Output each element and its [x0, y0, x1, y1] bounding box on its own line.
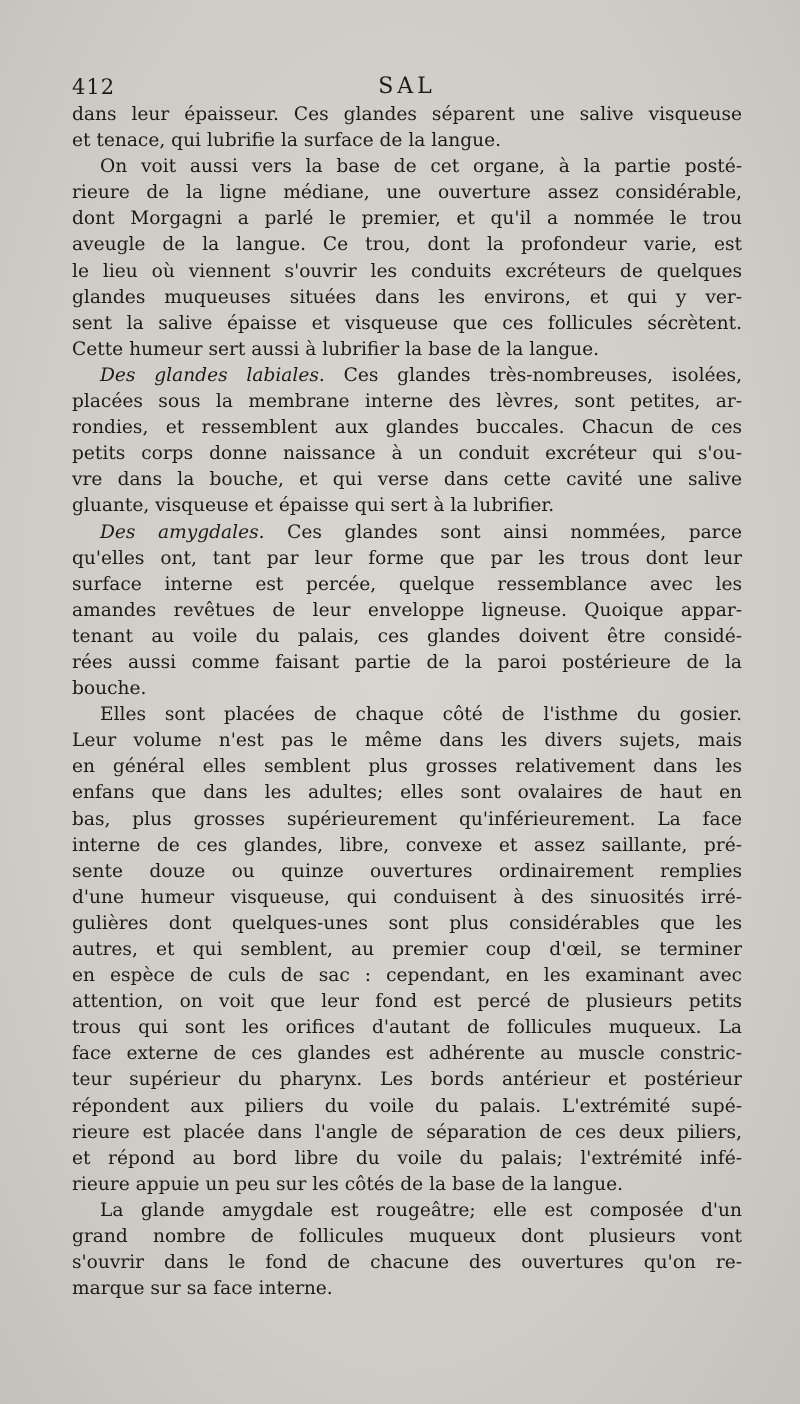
page-number: 412: [72, 75, 116, 99]
text-line-content: dont Morgagni a parlé le premier, et qu'il a nommée le trou: [72, 208, 742, 230]
text-line: [72, 1120, 742, 1146]
text-line-content: bouche.: [72, 678, 147, 700]
text-line: [72, 311, 742, 337]
text-line: [72, 1015, 742, 1041]
text-line-content: en espèce de culs de sac : cependant, en les examinant avec: [72, 965, 742, 987]
text-line-content: On voit aussi vers la base de cet organe, à la partie posté-: [100, 156, 742, 178]
text-line-content: sent la salive épaisse et visqueuse que ces follicules sécrètent.: [72, 312, 742, 334]
page-header: [72, 72, 742, 102]
text-line: [72, 598, 742, 624]
text-line: [72, 441, 742, 467]
text-line-content: attention, on voit que leur fond est percé de plusieurs petits: [72, 991, 742, 1013]
section-heading: Des amygdales.: [100, 521, 265, 543]
text-line-content: sente douze ou quinze ouvertures ordinairement remplies: [72, 860, 742, 882]
text-line: [72, 415, 742, 441]
text-line: [72, 624, 742, 650]
text-line-content: vre dans la bouche, et qui verse dans cette cavité une salive: [72, 469, 742, 491]
text-line-content: teur supérieur du pharynx. Les bords antérieur et postérieur: [72, 1069, 742, 1091]
text-line: [72, 754, 742, 780]
text-line: [72, 493, 742, 519]
text-line: [72, 650, 742, 676]
text-line: [72, 1198, 742, 1224]
text-line-content: et tenace, qui lubrifie la surface de la langue.: [72, 130, 502, 152]
text-line-content: rées aussi comme faisant partie de la paroi postérieure de la: [72, 651, 742, 673]
text-line: [72, 833, 742, 859]
text-line-content: glandes muqueuses situées dans les environs, et qui y ver-: [72, 286, 742, 308]
text-line-content: enfans que dans les adultes; elles sont ovalaires de haut en: [72, 782, 742, 804]
text-line-content: rieure est placée dans l'angle de séparation de ces deux piliers,: [72, 1121, 742, 1143]
text-line-content: et répond au bord libre du voile du palais; l'extrémité infé-: [72, 1147, 742, 1169]
text-line-content: qu'elles ont, tant par leur forme que par les trous dont leur: [72, 547, 742, 569]
text-line: [72, 546, 742, 572]
text-line-content: trous qui sont les orifices d'autant de follicules muqueux. La: [72, 1017, 742, 1039]
text-line-content: face externe de ces glandes est adhérente au muscle constric-: [72, 1043, 742, 1065]
running-head: SAL: [378, 74, 436, 99]
text-line-content: marque sur sa face interne.: [72, 1278, 333, 1300]
text-line-content: gulières dont quelques-unes sont plus considérables que les: [72, 912, 742, 934]
text-line: [72, 206, 742, 232]
text-line-content: le lieu où viennent s'ouvrir les conduits excréteurs de quelques: [72, 260, 742, 282]
text-line: [72, 911, 742, 937]
text-line: [72, 232, 742, 258]
text-line-content: interne de ces glandes, libre, convexe et assez saillante, pré-: [72, 834, 742, 856]
text-line: [72, 128, 742, 154]
text-line-content: grand nombre de follicules muqueux dont plusieurs vont: [72, 1226, 742, 1248]
text-line: [72, 676, 742, 702]
body-text: [72, 102, 742, 1302]
text-line-content: rieure de la ligne médiane, une ouverture assez considérable,: [72, 182, 742, 204]
text-line-content: amandes revêtues de leur enveloppe ligneuse. Quoique appar-: [72, 599, 742, 621]
text-line-content: en général elles semblent plus grosses relativement dans les: [72, 756, 742, 778]
text-line-content: surface interne est percée, quelque ressemblance avec les: [72, 573, 742, 595]
text-line-content: rondies, et ressemblent aux glandes buccales. Chacun de ces: [72, 417, 742, 439]
text-line: [72, 859, 742, 885]
text-line: [72, 154, 742, 180]
text-line: [72, 1067, 742, 1093]
text-line-content: s'ouvrir dans le fond de chacune des ouvertures qu'on re-: [72, 1252, 742, 1274]
text-line: [72, 1172, 742, 1198]
text-line-content: Ces glandes très-nombreuses, isolées,: [324, 364, 742, 386]
text-line: [72, 389, 742, 415]
text-line: [72, 1041, 742, 1067]
text-line-content: répondent aux piliers du voile du palais. L'extrémité supé-: [72, 1095, 742, 1117]
text-line: [72, 337, 742, 363]
text-line: [72, 1276, 742, 1302]
text-line: [72, 728, 742, 754]
text-line: [72, 572, 742, 598]
text-line-content: rieure appuie un peu sur les côtés de la base de la langue.: [72, 1173, 624, 1195]
text-line: [72, 467, 742, 493]
text-line-content: Cette humeur sert aussi à lubrifier la base de la langue.: [72, 338, 600, 360]
text-line-content: aveugle de la langue. Ce trou, dont la profondeur varie, est: [72, 234, 742, 256]
text-line: [72, 259, 742, 285]
text-line: [72, 989, 742, 1015]
text-line: [72, 363, 742, 389]
text-line: [72, 1094, 742, 1120]
text-line: [72, 702, 742, 728]
text-line-content: placées sous la membrane interne des lèvres, sont petites, ar-: [72, 391, 742, 413]
text-line: [72, 937, 742, 963]
text-line-content: dans leur épaisseur. Ces glandes séparent une salive visqueuse: [72, 104, 742, 125]
text-line: [72, 807, 742, 833]
text-line: [72, 1224, 742, 1250]
text-line-content: Leur volume n'est pas le même dans les divers sujets, mais: [72, 730, 742, 752]
text-line-content: Ces glandes sont ainsi nommées, parce: [264, 521, 742, 543]
text-line: [72, 285, 742, 311]
text-line: [72, 520, 742, 546]
text-line-content: La glande amygdale est rougeâtre; elle est composée d'un: [100, 1199, 742, 1221]
text-line: [72, 1146, 742, 1172]
text-line: [72, 1250, 742, 1276]
text-line: [72, 885, 742, 911]
text-line-content: petits corps donne naissance à un conduit excréteur qui s'ou-: [72, 443, 742, 465]
text-line: [72, 780, 742, 806]
text-line-content: tenant au voile du palais, ces glandes doivent être considé-: [72, 625, 742, 647]
text-line: [72, 102, 742, 128]
text-line-content: autres, et qui semblent, au premier coup d'œil, se terminer: [72, 939, 742, 960]
text-line-content: bas, plus grosses supérieurement qu'inférieurement. La face: [72, 808, 742, 830]
text-line-content: gluante, visqueuse et épaisse qui sert à la lubrifier.: [72, 495, 555, 517]
text-line: [72, 180, 742, 206]
text-line-content: d'une humeur visqueuse, qui conduisent à des sinuosités irré-: [72, 886, 742, 908]
text-line-content: Elles sont placées de chaque côté de l'isthme du gosier.: [100, 704, 742, 726]
text-line: [72, 963, 742, 989]
section-heading: Des glandes labiales.: [100, 364, 325, 386]
